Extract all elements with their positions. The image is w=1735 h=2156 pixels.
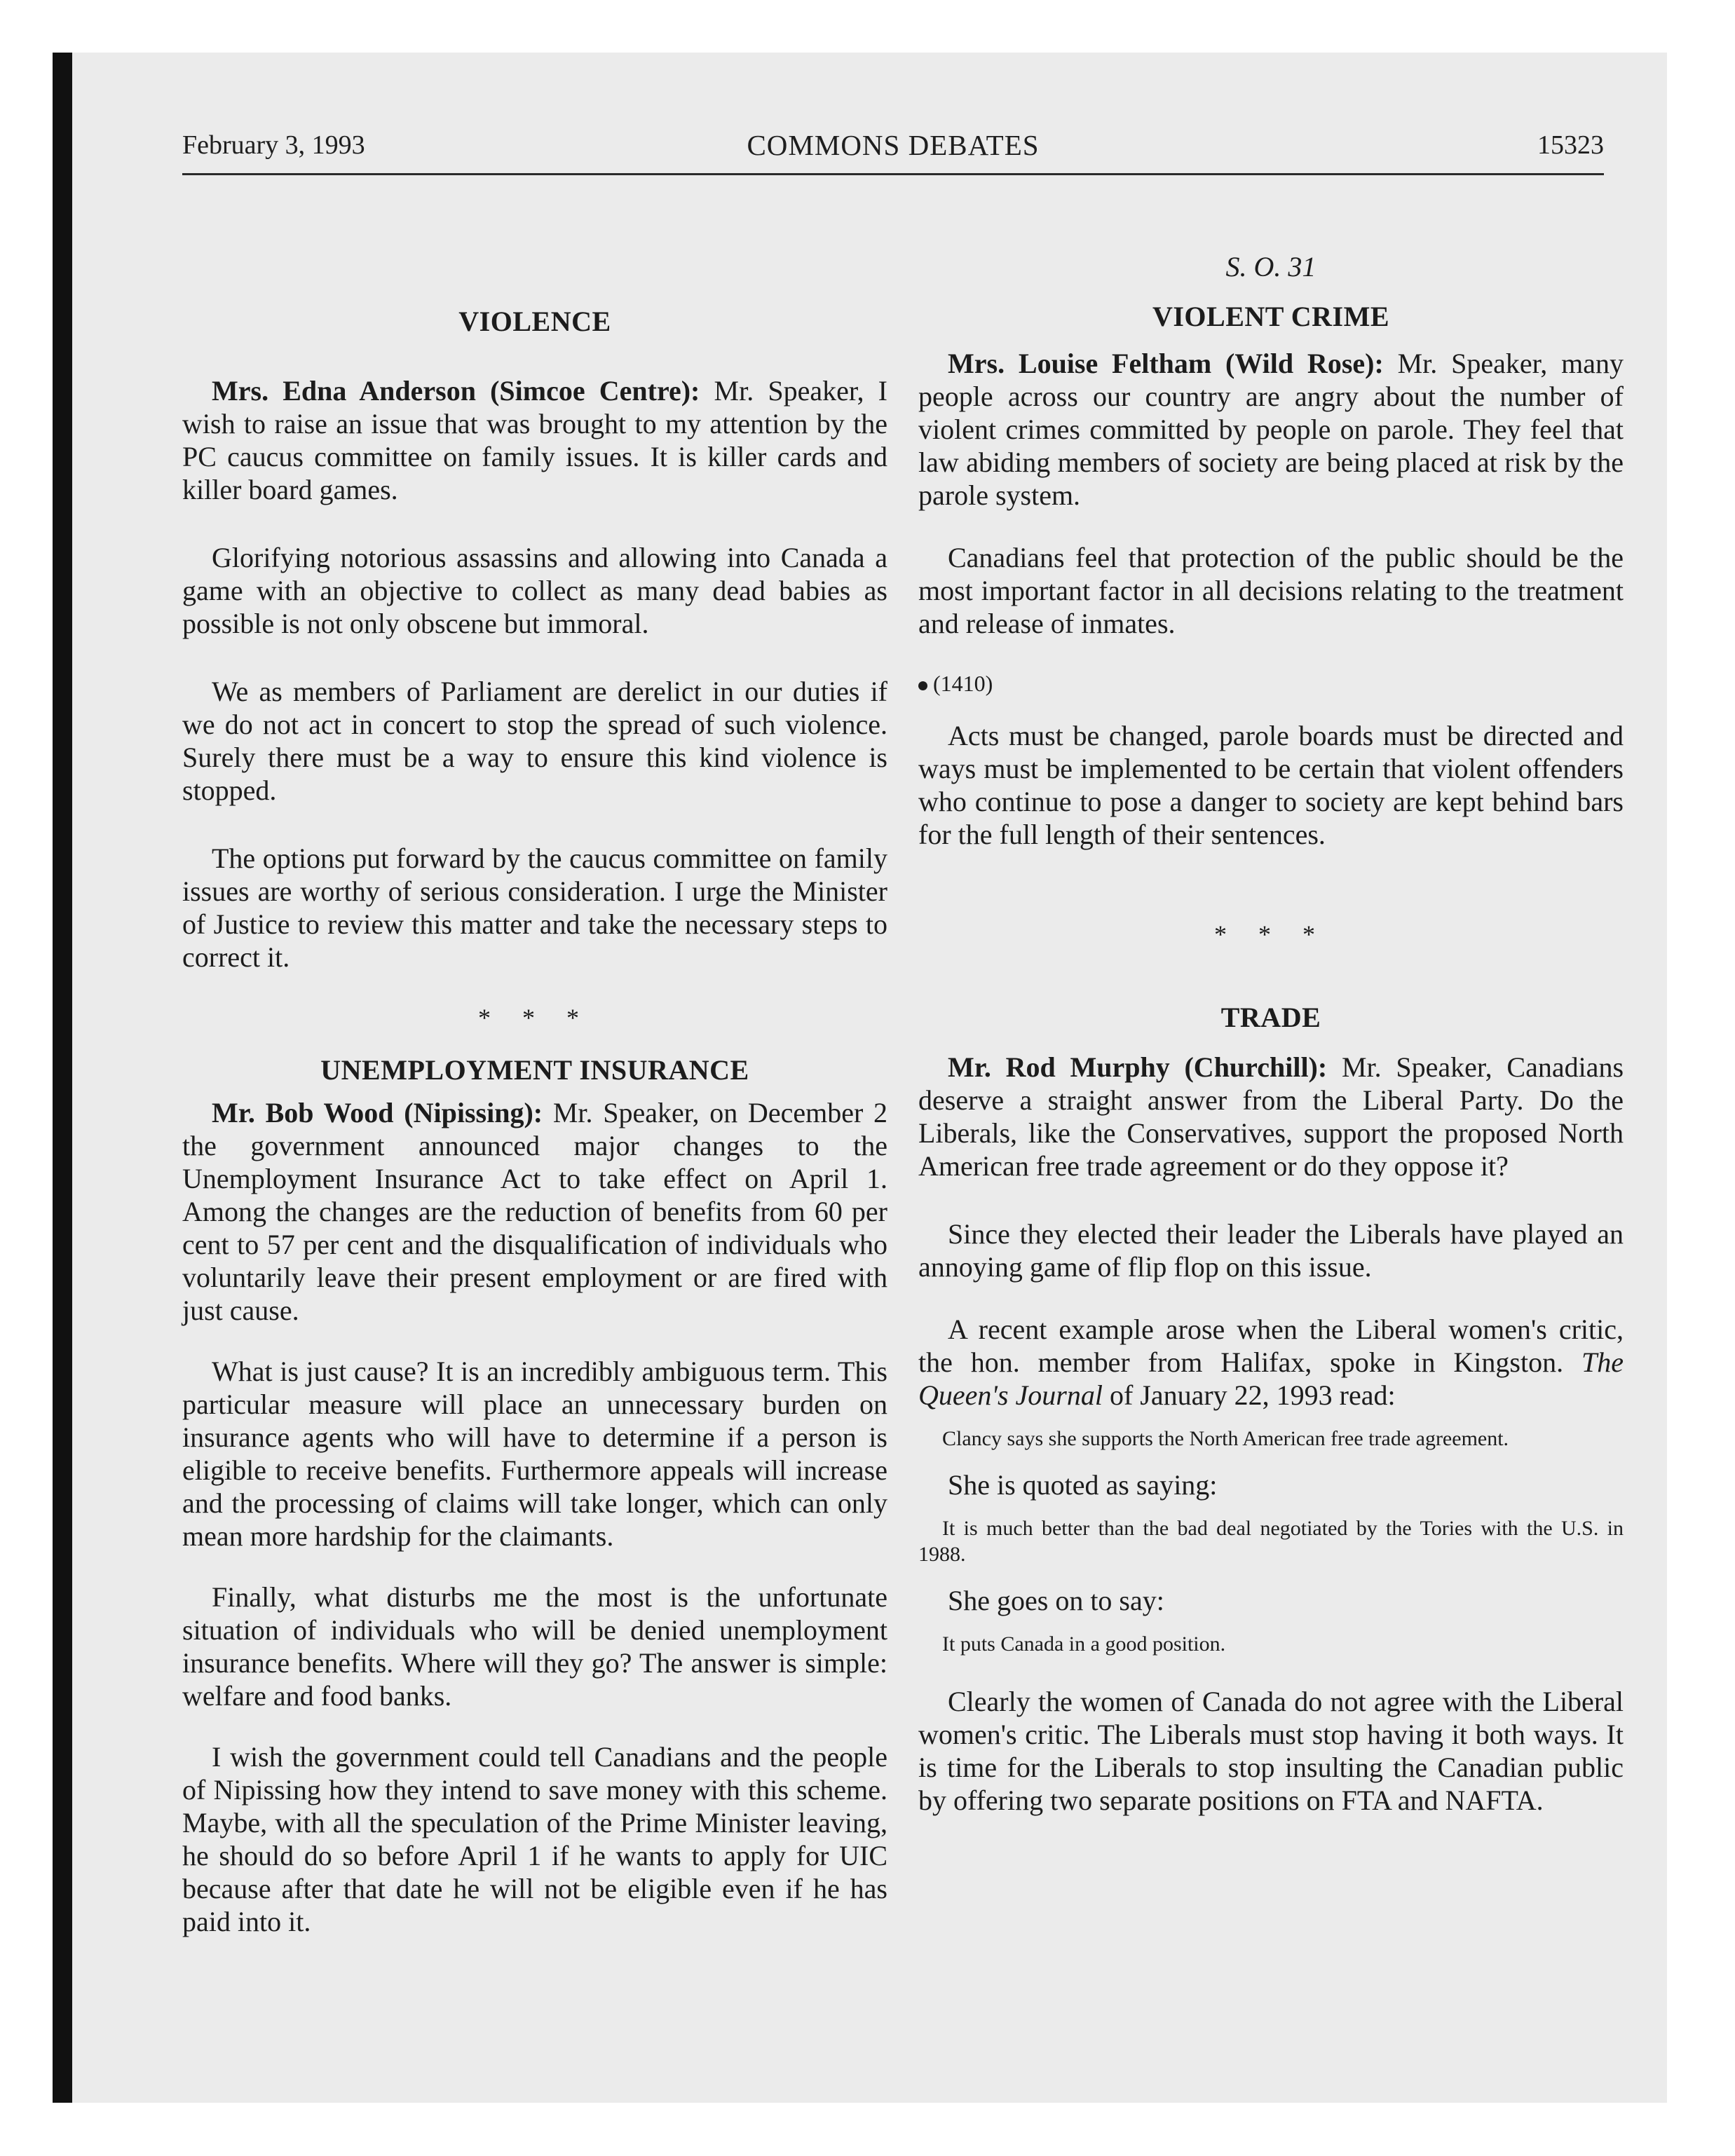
standing-order-label: S. O. 31 (1225, 251, 1316, 282)
section-separator: * * * (1214, 920, 1328, 948)
unemployment-paragraph-1: Mr. Bob Wood (Nipissing): Mr. Speaker, on December 2 the government announced major changes to the Unemployment Insurance Act to take effect on April 1. Among the changes are the reduction of benefits from 60 per cent to 57 per cent and the disqualification of individuals who voluntarily leave their present employment or are fired with just cause. (182, 1097, 887, 1326)
right-column (918, 193, 1624, 1817)
header-title: COMMONS DEBATES (747, 129, 1040, 161)
header-date: February 3, 1993 (182, 130, 365, 160)
heading-violent-crime: VIOLENT CRIME (1152, 301, 1390, 332)
time-marker: (1410) (918, 671, 1624, 697)
left-column (182, 193, 887, 1938)
quote-1: Clancy says she supports the North American free trade agreement. (942, 1427, 1509, 1450)
heading-violence: VIOLENCE (458, 306, 611, 337)
trade-paragraph-2: Since they elected their leader the Liberals have played an annoying game of flip flop on this issue. (918, 1218, 1624, 1283)
page-header (182, 123, 1604, 175)
unemployment-paragraph-2: What is just cause? It is an incredibly ambiguous term. This particular measure will place an unnecessary burden on insurance agents who will have to determine if a person is eligible to receive benefits. Furthermore appeals will increase and the processing of claims will take longer, which can only mean more hardship for the claimants. (182, 1356, 887, 1552)
speaker-name: Mr. Rod Murphy (Churchill): (948, 1051, 1328, 1083)
header-page-number: 15323 (1537, 130, 1604, 160)
violence-paragraph-3: We as members of Parliament are derelict in our duties if we do not act in concert to stop the spread of such violence. Surely there must be a way to ensure this kind violence is stopped. (182, 676, 887, 806)
scan-border (53, 53, 72, 2103)
speaker-name: Mr. Bob Wood (Nipissing): (212, 1097, 543, 1128)
unemployment-paragraph-3: Finally, what disturbs me the most is the unfortunate situation of individuals who will be denied unemployment insurance benefits. Where will they go? The answer is simple: welfare and food banks. (182, 1581, 887, 1712)
violence-paragraph-4: The options put forward by the caucus committee on family issues are worthy of serious consideration. I urge the Minister of Justice to review this matter and take the necessary steps to correct it. (182, 842, 887, 973)
publication-title: The Queen's Journal (918, 1346, 1624, 1411)
trade-paragraph-6: Clearly the women of Canada do not agree with the Liberal women's critic. The Liberals must stop having it both ways. It is time for the Liberals to stop insulting the Canadian public by offering two separate positions on FTA and NAFTA. (918, 1686, 1624, 1816)
violent-crime-paragraph-2: Canadians feel that protection of the public should be the most important factor in all decisions relating to the treatment and release of inmates. (918, 542, 1624, 639)
speaker-name: Mrs. Edna Anderson (Simcoe Centre): (212, 375, 700, 407)
quote-2: It is much better than the bad deal negotiated by the Tories with the U.S. in 1988. (918, 1517, 1624, 1566)
violence-paragraph-2: Glorifying notorious assassins and allowing into Canada a game with an objective to collect as many dead babies as possible is not only obscene but immoral. (182, 542, 887, 639)
scanned-page (53, 53, 1667, 2103)
trade-paragraph-3: A recent example arose when the Liberal women's critic, the hon. member from Halifax, spoke in Kingston. The Queen's Journal of January 22, 1993 read: (918, 1314, 1624, 1411)
trade-paragraph-4: She is quoted as saying: (948, 1469, 1218, 1501)
unemployment-paragraph-4: I wish the government could tell Canadians and the people of Nipissing how they intend to save money with this scheme. Maybe, with all the speculation of the Prime Minister leaving, he should do so before April 1 if he wants to apply for UIC because after that date he will not be eligible even if he has paid into it. (182, 1741, 887, 1937)
trade-paragraph-1: Mr. Rod Murphy (Churchill): Mr. Speaker, Canadians deserve a straight answer from the Liberal Party. Do the Liberals, like the Conservatives, support the proposed North American free trade agreement or do they oppose it? (918, 1051, 1624, 1182)
speaker-name: Mrs. Louise Feltham (Wild Rose): (948, 348, 1384, 379)
section-separator: * * * (478, 1004, 592, 1032)
heading-unemployment-insurance: UNEMPLOYMENT INSURANCE (320, 1054, 749, 1086)
trade-paragraph-5: She goes on to say: (948, 1585, 1164, 1616)
bullet-icon (918, 681, 927, 690)
violent-crime-paragraph-1: Mrs. Louise Feltham (Wild Rose): Mr. Speaker, many people across our country are angry about the number of violent crimes committed by people on parole. They feel that law abiding members of society are being placed at risk by the parole system. (918, 348, 1624, 511)
violent-crime-paragraph-3: Acts must be changed, parole boards must be directed and ways must be implemented to be certain that violent offenders who continue to pose a danger to society are kept behind bars for the full length of their sentences. (918, 720, 1624, 850)
quote-3: It puts Canada in a good position. (942, 1632, 1226, 1656)
violence-paragraph-1: Mrs. Edna Anderson (Simcoe Centre): Mr. Speaker, I wish to raise an issue that was brought to my attention by the PC caucus committee on family issues. It is killer cards and killer board games. (182, 375, 887, 505)
heading-trade: TRADE (1220, 1002, 1321, 1033)
